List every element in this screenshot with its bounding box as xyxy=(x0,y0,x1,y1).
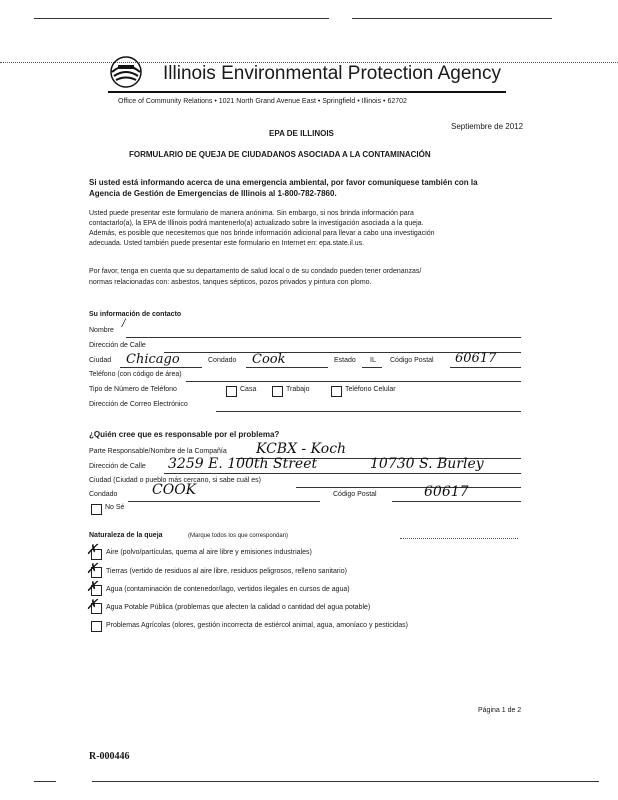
scan-top-line xyxy=(352,18,552,19)
contact-zip-field xyxy=(450,367,521,368)
contact-street-label: Dirección de Calle xyxy=(89,342,146,349)
responsible-city-field[interactable] xyxy=(296,487,521,488)
local-ordinance-line: Por favor, tenga en cuenta que su departamento de salud local o de su condado pueden tener ordenanzas/ xyxy=(89,268,422,275)
page-number: Página 1 de 2 xyxy=(478,707,522,714)
form-title: FORMULARIO DE QUEJA DE CIUDADANOS ASOCIADA A LA CONTAMINACIÓN xyxy=(129,150,431,159)
contact-city-value[interactable]: Chicago xyxy=(126,352,180,367)
nature-agricultural-label: Problemas Agrícolas (olores, gestión incorrecta de estiércol animal, agua, amoníaco y pesticidas) xyxy=(106,622,408,629)
responsible-street-label: Dirección de Calle xyxy=(89,463,146,470)
nature-land-label: Tierras (vertido de residuos al aire libre, residuos peligrosos, relleno sanitario) xyxy=(106,568,347,575)
phone-home-checkbox[interactable] xyxy=(226,386,237,397)
anonymous-notice-line: Usted puede presentar este formulario de manera anónima. Sin embargo, si nos brinda información para xyxy=(89,210,414,217)
contact-county-label: Condado xyxy=(208,357,237,364)
responsible-county-label: Condado xyxy=(89,491,118,498)
contact-zip-value[interactable]: 60617 xyxy=(455,351,497,366)
phone-work-checkbox[interactable] xyxy=(272,386,283,397)
phone-cell-label: Teléfono Celular xyxy=(345,386,396,393)
responsible-city-label: Ciudad (Ciudad o pueblo más cercano, si sabe cuál es) xyxy=(89,477,261,484)
responsible-zip-value[interactable]: 60617 xyxy=(424,484,469,500)
scan-top-line xyxy=(34,18,329,19)
contact-state-label: Estado xyxy=(334,357,356,364)
scan-bottom-line xyxy=(92,781,599,782)
contact-phone-label: Teléfono (con código de área) xyxy=(89,371,182,378)
contact-phone-field[interactable] xyxy=(186,381,521,382)
anonymous-notice-line: adecuada. Usted también puede presentar este formulario en Internet en: epa.state.il.us. xyxy=(89,240,365,247)
responsible-street-value[interactable]: 10730 S. Burley xyxy=(370,456,484,472)
agency-logo xyxy=(108,56,144,88)
responsible-county-field xyxy=(128,501,320,502)
phone-cell-checkbox[interactable] xyxy=(331,386,342,397)
responsible-section-title: ¿Quién cree que es responsable por el problema? xyxy=(89,430,280,439)
agency-name: Illinois Environmental Protection Agency xyxy=(163,63,501,84)
nature-agricultural-checkbox[interactable] xyxy=(91,621,102,632)
emergency-notice-line: Si usted está informando acerca de una emergencia ambiental, por favor comuníquese también con la xyxy=(89,178,478,187)
local-ordinance-line: normas relacionadas con: asbestos, tanques sépticos, pozos privados y pintura con plomo. xyxy=(89,279,372,286)
header-rule xyxy=(108,91,506,93)
document-id: R-000446 xyxy=(89,751,130,762)
anonymous-notice-line: Además, es posible que necesitemos que nos brinde información adicional para llevar a cabo una investigación xyxy=(89,230,435,237)
contact-section-title: Su información de contacto xyxy=(89,311,182,318)
responsible-party-value[interactable]: KCBX - Koch xyxy=(256,441,347,457)
contact-name-mark: / xyxy=(122,318,126,329)
contact-county-field xyxy=(246,367,328,368)
responsible-street-value[interactable]: 3259 E. 100th Street xyxy=(168,456,318,472)
emergency-notice-line: Agencia de Gestión de Emergencias de Illinois al 1-800-782-7860. xyxy=(89,189,337,198)
nature-water-check: ✗ xyxy=(86,579,98,595)
contact-state-field xyxy=(362,367,382,368)
nature-land-check: ✗ xyxy=(86,561,98,577)
nature-section-title: Naturaleza de la queja xyxy=(89,532,163,539)
responsible-party-label: Parte Responsable/Nombre de la Compañía xyxy=(89,448,227,455)
responsible-street-field xyxy=(164,473,521,474)
contact-phone-type-label: Tipo de Número de Teléfono xyxy=(89,386,177,393)
contact-name-field[interactable] xyxy=(126,337,521,338)
no-se-checkbox[interactable] xyxy=(91,504,102,515)
phone-home-label: Casa xyxy=(240,386,257,393)
epa-title: EPA DE ILLINOIS xyxy=(269,129,334,138)
scan-bottom-line xyxy=(34,781,56,782)
nature-dot-line xyxy=(400,538,518,539)
anonymous-notice-line: contactarlo(a), la EPA de Illinois podrá mantenerlo(a) actualizado sobre la investigación asociada a la queja. xyxy=(89,220,424,227)
contact-city-label: Ciudad xyxy=(89,357,112,364)
no-se-label: No Sé xyxy=(105,504,125,511)
form-date: Septiembre de 2012 xyxy=(451,122,524,131)
responsible-county-value[interactable]: COOK xyxy=(152,482,197,498)
contact-name-label: Nombre xyxy=(89,327,114,334)
responsible-zip-field xyxy=(392,501,521,502)
nature-drinking-water-label: Agua Potable Pública (problemas que afecten la calidad o cantidad del agua potable) xyxy=(106,604,371,611)
contact-email-field[interactable] xyxy=(216,411,521,412)
phone-work-label: Trabajo xyxy=(286,386,310,393)
nature-air-label: Aire (polvo/partículas, quema al aire libre y emisiones industriales) xyxy=(106,549,312,556)
contact-zip-label: Código Postal xyxy=(390,357,434,364)
contact-email-label: Dirección de Correo Electrónico xyxy=(89,401,188,408)
nature-drinking-water-check: ✗ xyxy=(86,597,98,613)
responsible-zip-label: Código Postal xyxy=(333,491,377,498)
nature-water-label: Agua (contaminación de contenedor/lago, vertidos ilegales en cursos de agua) xyxy=(106,586,350,593)
nature-section-note: (Marque todos los que correspondan) xyxy=(188,533,289,539)
contact-city-field xyxy=(120,367,202,368)
agency-address: Office of Community Relations • 1021 North Grand Avenue East • Springfield • Illinois • 62702 xyxy=(118,98,407,105)
contact-county-value[interactable]: Cook xyxy=(252,352,286,367)
contact-state-value[interactable]: IL xyxy=(370,357,376,364)
nature-air-check: ✗ xyxy=(86,542,98,558)
